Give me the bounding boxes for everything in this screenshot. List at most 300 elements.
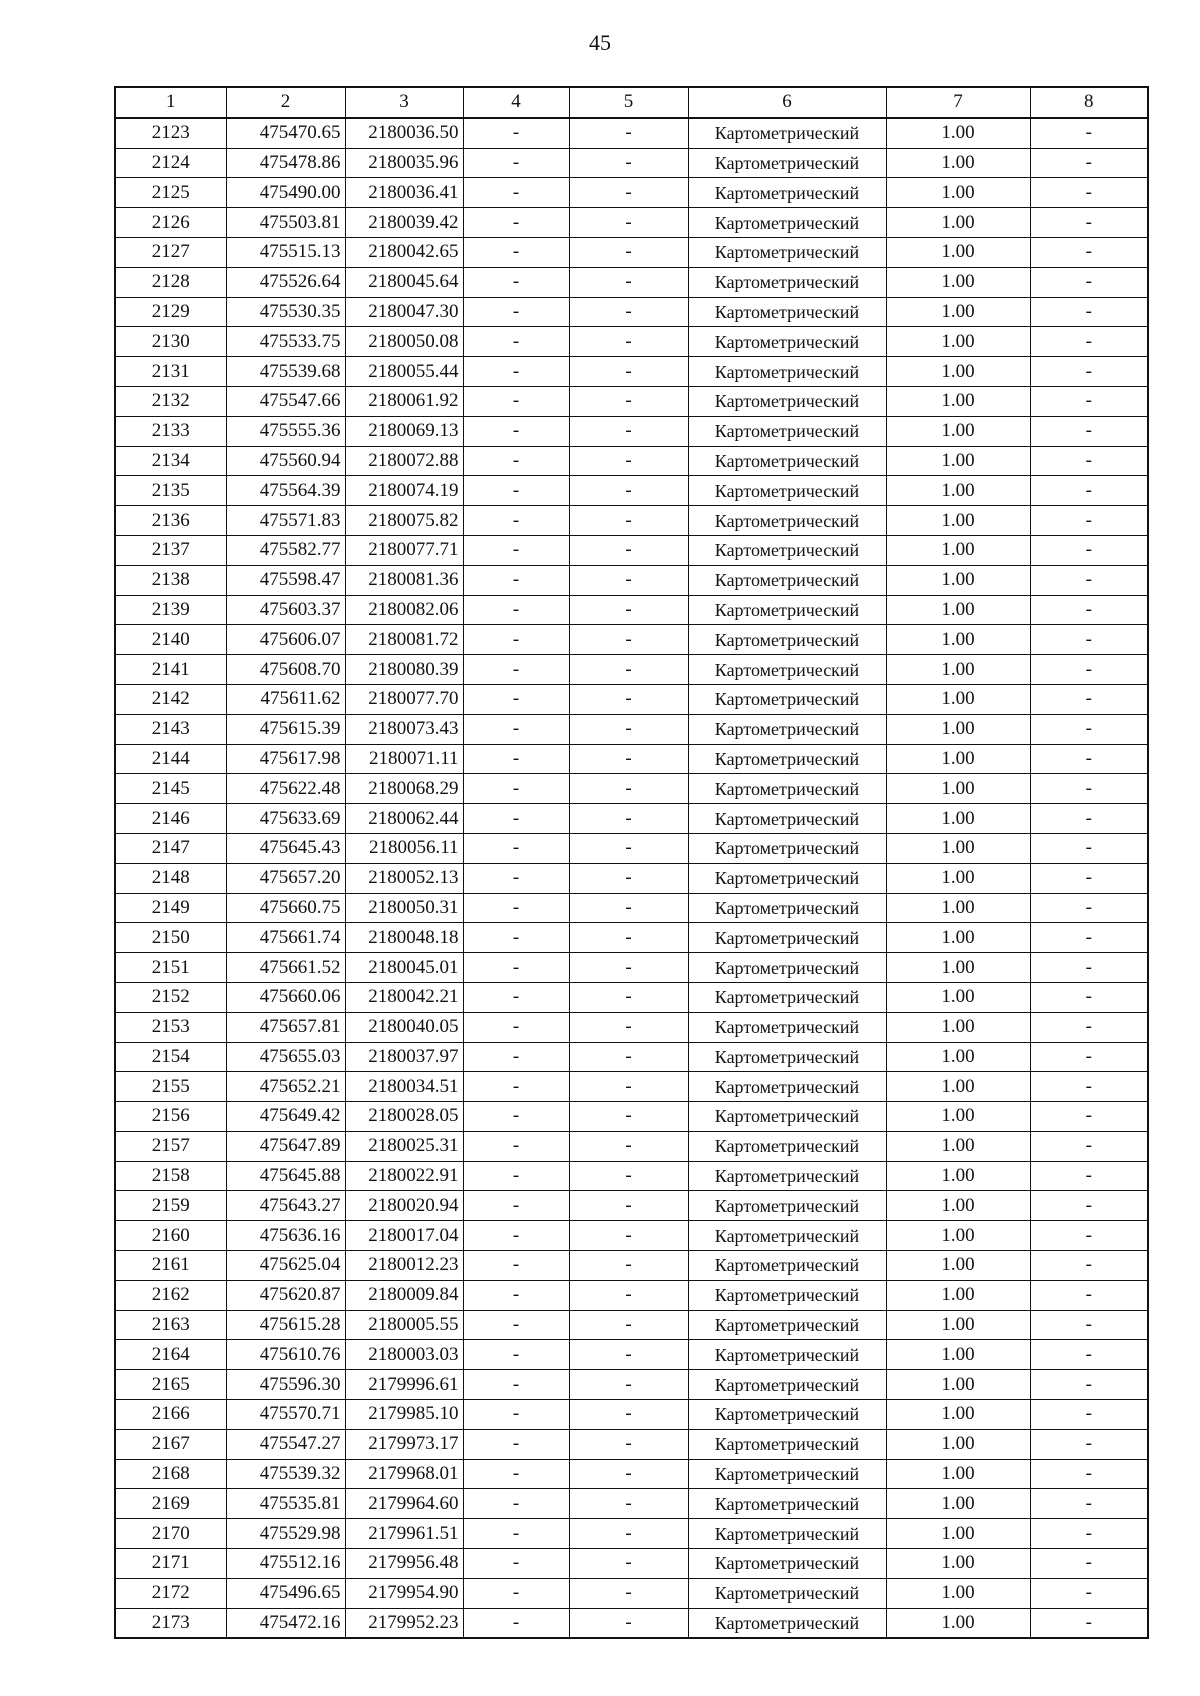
x-coordinate-cell: 475490.00 [226, 178, 345, 208]
y-coordinate-cell: 2180047.30 [345, 297, 463, 327]
col8-cell: - [1030, 1102, 1148, 1132]
accuracy-cell: 1.00 [886, 1608, 1030, 1638]
table-row [115, 714, 1148, 744]
col8-cell: - [1030, 1191, 1148, 1221]
accuracy-cell: 1.00 [886, 833, 1030, 863]
table-row [115, 565, 1148, 595]
table-row [115, 237, 1148, 267]
method-cell: Картометрический [688, 148, 886, 178]
y-coordinate-cell: 2179961.51 [345, 1519, 463, 1549]
col8-cell: - [1030, 655, 1148, 685]
col5-cell: - [569, 178, 688, 208]
col5-cell: - [569, 1042, 688, 1072]
method-cell: Картометрический [688, 1042, 886, 1072]
col4-cell: - [463, 506, 569, 536]
col5-cell: - [569, 833, 688, 863]
table-row [115, 1370, 1148, 1400]
accuracy-cell: 1.00 [886, 1102, 1030, 1132]
method-cell: Картометрический [688, 1102, 886, 1132]
col4-cell: - [463, 1072, 569, 1102]
accuracy-cell: 1.00 [886, 267, 1030, 297]
col4-cell: - [463, 1578, 569, 1608]
accuracy-cell: 1.00 [886, 1251, 1030, 1281]
method-cell: Картометрический [688, 267, 886, 297]
method-cell: Картометрический [688, 1161, 886, 1191]
table-row [115, 684, 1148, 714]
column-header: 4 [463, 87, 569, 118]
y-coordinate-cell: 2180025.31 [345, 1131, 463, 1161]
point-number-cell: 2166 [115, 1400, 226, 1430]
col8-cell: - [1030, 1370, 1148, 1400]
col8-cell: - [1030, 744, 1148, 774]
y-coordinate-cell: 2180071.11 [345, 744, 463, 774]
col4-cell: - [463, 923, 569, 953]
point-number-cell: 2164 [115, 1340, 226, 1370]
col5-cell: - [569, 118, 688, 148]
x-coordinate-cell: 475564.39 [226, 476, 345, 506]
accuracy-cell: 1.00 [886, 1549, 1030, 1579]
x-coordinate-cell: 475610.76 [226, 1340, 345, 1370]
method-cell: Картометрический [688, 1370, 886, 1400]
accuracy-cell: 1.00 [886, 118, 1030, 148]
y-coordinate-cell: 2180003.03 [345, 1340, 463, 1370]
x-coordinate-cell: 475636.16 [226, 1221, 345, 1251]
col8-cell: - [1030, 1221, 1148, 1251]
point-number-cell: 2151 [115, 953, 226, 983]
col4-cell: - [463, 386, 569, 416]
accuracy-cell: 1.00 [886, 595, 1030, 625]
x-coordinate-cell: 475643.27 [226, 1191, 345, 1221]
method-cell: Картометрический [688, 416, 886, 446]
method-cell: Картометрический [688, 1489, 886, 1519]
method-cell: Картометрический [688, 595, 886, 625]
accuracy-cell: 1.00 [886, 1280, 1030, 1310]
accuracy-cell: 1.00 [886, 237, 1030, 267]
col4-cell: - [463, 1012, 569, 1042]
point-number-cell: 2167 [115, 1429, 226, 1459]
y-coordinate-cell: 2180048.18 [345, 923, 463, 953]
accuracy-cell: 1.00 [886, 208, 1030, 238]
method-cell: Картометрический [688, 625, 886, 655]
method-cell: Картометрический [688, 237, 886, 267]
col5-cell: - [569, 565, 688, 595]
col4-cell: - [463, 625, 569, 655]
table-row [115, 744, 1148, 774]
col8-cell: - [1030, 208, 1148, 238]
col4-cell: - [463, 1161, 569, 1191]
col4-cell: - [463, 863, 569, 893]
col4-cell: - [463, 1459, 569, 1489]
method-cell: Картометрический [688, 1459, 886, 1489]
point-number-cell: 2150 [115, 923, 226, 953]
col4-cell: - [463, 1042, 569, 1072]
x-coordinate-cell: 475657.81 [226, 1012, 345, 1042]
y-coordinate-cell: 2180055.44 [345, 357, 463, 387]
y-coordinate-cell: 2179985.10 [345, 1400, 463, 1430]
accuracy-cell: 1.00 [886, 684, 1030, 714]
x-coordinate-cell: 475622.48 [226, 774, 345, 804]
col5-cell: - [569, 804, 688, 834]
point-number-cell: 2140 [115, 625, 226, 655]
col5-cell: - [569, 1280, 688, 1310]
col8-cell: - [1030, 386, 1148, 416]
col8-cell: - [1030, 535, 1148, 565]
y-coordinate-cell: 2180069.13 [345, 416, 463, 446]
table-row [115, 595, 1148, 625]
table-row [115, 416, 1148, 446]
col5-cell: - [569, 1370, 688, 1400]
col5-cell: - [569, 863, 688, 893]
col4-cell: - [463, 1191, 569, 1221]
point-number-cell: 2160 [115, 1221, 226, 1251]
accuracy-cell: 1.00 [886, 416, 1030, 446]
col5-cell: - [569, 446, 688, 476]
col8-cell: - [1030, 327, 1148, 357]
accuracy-cell: 1.00 [886, 386, 1030, 416]
col5-cell: - [569, 1161, 688, 1191]
accuracy-cell: 1.00 [886, 1429, 1030, 1459]
accuracy-cell: 1.00 [886, 744, 1030, 774]
col8-cell: - [1030, 565, 1148, 595]
y-coordinate-cell: 2180017.04 [345, 1221, 463, 1251]
col5-cell: - [569, 1012, 688, 1042]
table-row [115, 506, 1148, 536]
x-coordinate-cell: 475555.36 [226, 416, 345, 446]
col4-cell: - [463, 118, 569, 148]
column-header: 2 [226, 87, 345, 118]
y-coordinate-cell: 2180040.05 [345, 1012, 463, 1042]
col8-cell: - [1030, 893, 1148, 923]
point-number-cell: 2134 [115, 446, 226, 476]
table-row [115, 1042, 1148, 1072]
y-coordinate-cell: 2179954.90 [345, 1578, 463, 1608]
col5-cell: - [569, 1310, 688, 1340]
page-number: 45 [589, 30, 611, 55]
method-cell: Картометрический [688, 1012, 886, 1042]
accuracy-cell: 1.00 [886, 1191, 1030, 1221]
accuracy-cell: 1.00 [886, 863, 1030, 893]
col5-cell: - [569, 1221, 688, 1251]
method-cell: Картометрический [688, 744, 886, 774]
x-coordinate-cell: 475503.81 [226, 208, 345, 238]
y-coordinate-cell: 2180056.11 [345, 833, 463, 863]
point-number-cell: 2142 [115, 684, 226, 714]
method-cell: Картометрический [688, 1519, 886, 1549]
col4-cell: - [463, 1102, 569, 1132]
table-row [115, 357, 1148, 387]
accuracy-cell: 1.00 [886, 1221, 1030, 1251]
col5-cell: - [569, 1340, 688, 1370]
x-coordinate-cell: 475535.81 [226, 1489, 345, 1519]
y-coordinate-cell: 2180042.21 [345, 982, 463, 1012]
col4-cell: - [463, 655, 569, 685]
col8-cell: - [1030, 1489, 1148, 1519]
col4-cell: - [463, 535, 569, 565]
table-row [115, 1519, 1148, 1549]
x-coordinate-cell: 475645.88 [226, 1161, 345, 1191]
table-row [115, 118, 1148, 148]
method-cell: Картометрический [688, 1608, 886, 1638]
x-coordinate-cell: 475529.98 [226, 1519, 345, 1549]
point-number-cell: 2127 [115, 237, 226, 267]
y-coordinate-cell: 2180050.08 [345, 327, 463, 357]
table-row [115, 1280, 1148, 1310]
col8-cell: - [1030, 1251, 1148, 1281]
accuracy-cell: 1.00 [886, 923, 1030, 953]
col5-cell: - [569, 506, 688, 536]
point-number-cell: 2154 [115, 1042, 226, 1072]
col4-cell: - [463, 148, 569, 178]
x-coordinate-cell: 475571.83 [226, 506, 345, 536]
col8-cell: - [1030, 476, 1148, 506]
column-header: 8 [1030, 87, 1148, 118]
y-coordinate-cell: 2180073.43 [345, 714, 463, 744]
col8-cell: - [1030, 714, 1148, 744]
col4-cell: - [463, 565, 569, 595]
x-coordinate-cell: 475478.86 [226, 148, 345, 178]
col8-cell: - [1030, 1280, 1148, 1310]
x-coordinate-cell: 475660.75 [226, 893, 345, 923]
x-coordinate-cell: 475560.94 [226, 446, 345, 476]
y-coordinate-cell: 2179973.17 [345, 1429, 463, 1459]
table-row [115, 327, 1148, 357]
point-number-cell: 2133 [115, 416, 226, 446]
method-cell: Картометрический [688, 476, 886, 506]
col4-cell: - [463, 357, 569, 387]
point-number-cell: 2126 [115, 208, 226, 238]
col8-cell: - [1030, 1608, 1148, 1638]
x-coordinate-cell: 475661.52 [226, 953, 345, 983]
x-coordinate-cell: 475606.07 [226, 625, 345, 655]
col8-cell: - [1030, 148, 1148, 178]
table-row [115, 804, 1148, 834]
col8-cell: - [1030, 863, 1148, 893]
x-coordinate-cell: 475647.89 [226, 1131, 345, 1161]
accuracy-cell: 1.00 [886, 1161, 1030, 1191]
x-coordinate-cell: 475598.47 [226, 565, 345, 595]
col4-cell: - [463, 744, 569, 774]
table-row [115, 267, 1148, 297]
accuracy-cell: 1.00 [886, 357, 1030, 387]
col8-cell: - [1030, 357, 1148, 387]
accuracy-cell: 1.00 [886, 1459, 1030, 1489]
accuracy-cell: 1.00 [886, 476, 1030, 506]
method-cell: Картометрический [688, 953, 886, 983]
x-coordinate-cell: 475615.39 [226, 714, 345, 744]
point-number-cell: 2138 [115, 565, 226, 595]
col8-cell: - [1030, 1131, 1148, 1161]
col8-cell: - [1030, 923, 1148, 953]
x-coordinate-cell: 475652.21 [226, 1072, 345, 1102]
table-row [115, 1578, 1148, 1608]
col8-cell: - [1030, 1429, 1148, 1459]
point-number-cell: 2145 [115, 774, 226, 804]
point-number-cell: 2125 [115, 178, 226, 208]
point-number-cell: 2168 [115, 1459, 226, 1489]
col5-cell: - [569, 982, 688, 1012]
accuracy-cell: 1.00 [886, 1072, 1030, 1102]
y-coordinate-cell: 2179952.23 [345, 1608, 463, 1638]
x-coordinate-cell: 475470.65 [226, 118, 345, 148]
col5-cell: - [569, 893, 688, 923]
x-coordinate-cell: 475661.74 [226, 923, 345, 953]
col5-cell: - [569, 714, 688, 744]
col4-cell: - [463, 804, 569, 834]
table-body [115, 118, 1148, 1639]
table-row [115, 863, 1148, 893]
col5-cell: - [569, 208, 688, 238]
y-coordinate-cell: 2180028.05 [345, 1102, 463, 1132]
accuracy-cell: 1.00 [886, 625, 1030, 655]
column-header: 6 [688, 87, 886, 118]
method-cell: Картометрический [688, 1191, 886, 1221]
table-row [115, 1340, 1148, 1370]
x-coordinate-cell: 475512.16 [226, 1549, 345, 1579]
point-number-cell: 2144 [115, 744, 226, 774]
col4-cell: - [463, 1489, 569, 1519]
y-coordinate-cell: 2180077.71 [345, 535, 463, 565]
y-coordinate-cell: 2180080.39 [345, 655, 463, 685]
x-coordinate-cell: 475533.75 [226, 327, 345, 357]
col5-cell: - [569, 1131, 688, 1161]
x-coordinate-cell: 475611.62 [226, 684, 345, 714]
table-row [115, 1459, 1148, 1489]
col5-cell: - [569, 1251, 688, 1281]
y-coordinate-cell: 2180036.50 [345, 118, 463, 148]
col5-cell: - [569, 416, 688, 446]
point-number-cell: 2170 [115, 1519, 226, 1549]
y-coordinate-cell: 2180005.55 [345, 1310, 463, 1340]
y-coordinate-cell: 2180039.42 [345, 208, 463, 238]
col4-cell: - [463, 774, 569, 804]
method-cell: Картометрический [688, 208, 886, 238]
col4-cell: - [463, 1280, 569, 1310]
accuracy-cell: 1.00 [886, 953, 1030, 983]
col8-cell: - [1030, 506, 1148, 536]
col4-cell: - [463, 684, 569, 714]
col8-cell: - [1030, 953, 1148, 983]
method-cell: Картометрический [688, 1340, 886, 1370]
col5-cell: - [569, 1519, 688, 1549]
y-coordinate-cell: 2180034.51 [345, 1072, 463, 1102]
point-number-cell: 2124 [115, 148, 226, 178]
y-coordinate-cell: 2180037.97 [345, 1042, 463, 1072]
point-number-cell: 2132 [115, 386, 226, 416]
accuracy-cell: 1.00 [886, 893, 1030, 923]
point-number-cell: 2141 [115, 655, 226, 685]
method-cell: Картометрический [688, 1072, 886, 1102]
x-coordinate-cell: 475620.87 [226, 1280, 345, 1310]
x-coordinate-cell: 475625.04 [226, 1251, 345, 1281]
y-coordinate-cell: 2179956.48 [345, 1549, 463, 1579]
method-cell: Картометрический [688, 506, 886, 536]
col4-cell: - [463, 178, 569, 208]
method-cell: Картометрический [688, 923, 886, 953]
method-cell: Картометрический [688, 178, 886, 208]
method-cell: Картометрический [688, 1251, 886, 1281]
accuracy-cell: 1.00 [886, 535, 1030, 565]
table-row [115, 953, 1148, 983]
table-row [115, 1400, 1148, 1430]
col4-cell: - [463, 1340, 569, 1370]
method-cell: Картометрический [688, 1429, 886, 1459]
col8-cell: - [1030, 237, 1148, 267]
method-cell: Картометрический [688, 1280, 886, 1310]
col5-cell: - [569, 655, 688, 685]
point-number-cell: 2169 [115, 1489, 226, 1519]
col4-cell: - [463, 446, 569, 476]
y-coordinate-cell: 2180075.82 [345, 506, 463, 536]
col8-cell: - [1030, 1310, 1148, 1340]
col8-cell: - [1030, 297, 1148, 327]
x-coordinate-cell: 475660.06 [226, 982, 345, 1012]
method-cell: Картометрический [688, 1400, 886, 1430]
method-cell: Картометрический [688, 982, 886, 1012]
y-coordinate-cell: 2180009.84 [345, 1280, 463, 1310]
y-coordinate-cell: 2180022.91 [345, 1161, 463, 1191]
method-cell: Картометрический [688, 535, 886, 565]
col5-cell: - [569, 148, 688, 178]
col4-cell: - [463, 1400, 569, 1430]
col5-cell: - [569, 1459, 688, 1489]
col5-cell: - [569, 595, 688, 625]
x-coordinate-cell: 475615.28 [226, 1310, 345, 1340]
accuracy-cell: 1.00 [886, 297, 1030, 327]
table-row [115, 833, 1148, 863]
col5-cell: - [569, 1608, 688, 1638]
x-coordinate-cell: 475547.66 [226, 386, 345, 416]
col8-cell: - [1030, 1459, 1148, 1489]
method-cell: Картометрический [688, 118, 886, 148]
col8-cell: - [1030, 1340, 1148, 1370]
col8-cell: - [1030, 1578, 1148, 1608]
point-number-cell: 2172 [115, 1578, 226, 1608]
point-number-cell: 2161 [115, 1251, 226, 1281]
point-number-cell: 2128 [115, 267, 226, 297]
accuracy-cell: 1.00 [886, 1131, 1030, 1161]
accuracy-cell: 1.00 [886, 1012, 1030, 1042]
method-cell: Картометрический [688, 357, 886, 387]
x-coordinate-cell: 475530.35 [226, 297, 345, 327]
accuracy-cell: 1.00 [886, 714, 1030, 744]
point-number-cell: 2130 [115, 327, 226, 357]
col4-cell: - [463, 953, 569, 983]
col8-cell: - [1030, 595, 1148, 625]
col4-cell: - [463, 1519, 569, 1549]
x-coordinate-cell: 475633.69 [226, 804, 345, 834]
accuracy-cell: 1.00 [886, 774, 1030, 804]
x-coordinate-cell: 475617.98 [226, 744, 345, 774]
col8-cell: - [1030, 804, 1148, 834]
method-cell: Картометрический [688, 774, 886, 804]
point-number-cell: 2153 [115, 1012, 226, 1042]
point-number-cell: 2146 [115, 804, 226, 834]
point-number-cell: 2152 [115, 982, 226, 1012]
point-number-cell: 2173 [115, 1608, 226, 1638]
table-row [115, 535, 1148, 565]
col5-cell: - [569, 1429, 688, 1459]
col4-cell: - [463, 297, 569, 327]
table-row [115, 774, 1148, 804]
col4-cell: - [463, 1310, 569, 1340]
col5-cell: - [569, 535, 688, 565]
table-row [115, 1012, 1148, 1042]
col4-cell: - [463, 595, 569, 625]
table-row [115, 923, 1148, 953]
table-header-row [115, 87, 1148, 118]
table-row [115, 446, 1148, 476]
method-cell: Картометрический [688, 1131, 886, 1161]
